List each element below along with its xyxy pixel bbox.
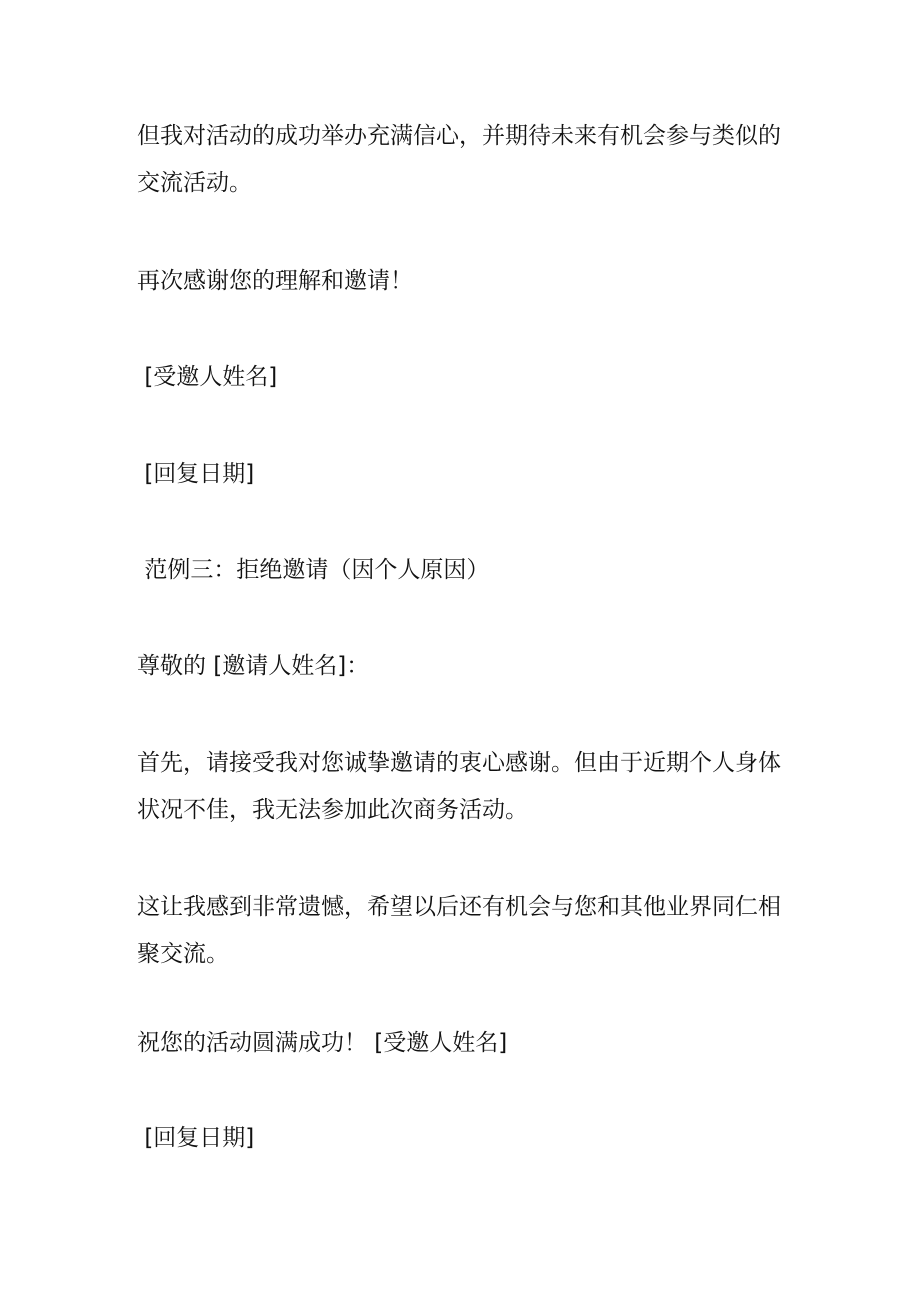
reply-date-placeholder: [回复日期] — [137, 461, 255, 487]
paragraph-regret: 这让我感到非常遗憾，希望以后还有机会与您和其他业界同仁相聚交流。 — [137, 894, 781, 967]
salutation: 尊敬的 [邀请人姓名]： — [137, 653, 370, 679]
invitee-name-placeholder: [受邀人姓名] — [137, 364, 278, 390]
closing-wishes: 祝您的活动圆满成功！ [受邀人姓名] — [137, 1030, 508, 1056]
paragraph-decline-reason: 首先，请接受我对您诚挚邀请的衷心感谢。但由于近期个人身体状况不佳，我无法参加此次商务活动。 — [137, 750, 781, 823]
paragraph-thanks-again: 再次感谢您的理解和邀请！ — [137, 268, 413, 294]
reply-date-placeholder-2: [回复日期] — [137, 1125, 255, 1151]
example-three-heading: 范例三：拒绝邀请（因个人原因） — [137, 557, 490, 583]
paragraph-confidence: 但我对活动的成功举办充满信心，并期待未来有机会参与类似的交流活动。 — [137, 123, 781, 196]
